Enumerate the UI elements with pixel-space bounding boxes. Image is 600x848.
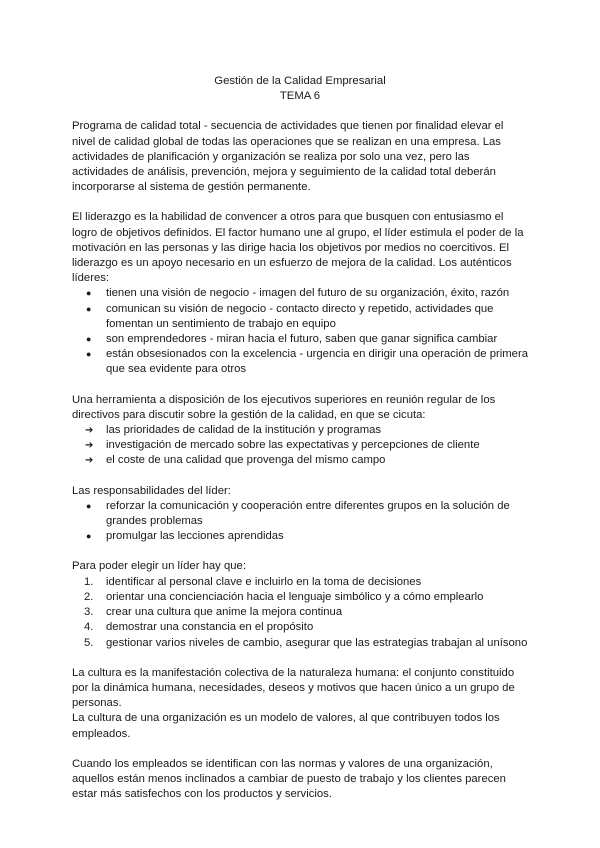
- lideres-bullet-list: [72, 286, 528, 377]
- paragraph-elegir-lider: Para poder elegir un líder hay que:: [72, 560, 246, 573]
- list-item-text: orientar una concienciación hacia el lenguaje simbólico y a cómo emplearlo: [106, 590, 484, 603]
- section-herramienta: [72, 393, 528, 469]
- list-item: ➔ el coste de una calidad que provenga del mismo campo: [72, 453, 528, 468]
- responsabilidades-bullet-list: [72, 499, 528, 545]
- paragraph-cultura: La cultura es la manifestación colectiva de la naturaleza humana: el conjunto constituido por la dinámica humana, necesidades, deseos y motivos que hacen único a un grupo de personas.: [72, 666, 515, 710]
- list-item: ● comunican su visión de negocio - contacto directo y repetido, actividades que fomentan un sentimiento de trabajo en equipo: [72, 302, 528, 332]
- list-number: 1.: [84, 575, 94, 588]
- list-item: ➔ las prioridades de calidad de la institución y programas: [72, 423, 528, 438]
- document-header: [72, 74, 528, 104]
- list-number: 4.: [84, 621, 94, 634]
- list-item: ● están obsesionados con la excelencia - urgencia en dirigir una operación de primera que sea evidente para otros: [72, 347, 528, 377]
- paragraph-empleados: Cuando los empleados se identifican con las normas y valores de una organización, aquellos están menos inclinados a cambiar de puesto de trabajo y los clientes parecen estar más satisfechos con los productos y servicios.: [72, 757, 506, 801]
- list-item: [72, 575, 528, 590]
- paragraph-herramienta: Una herramienta a disposición de los ejecutivos superiores en reunión regular de los directivos para discutir sobre la gestión de la calidad, en que se cicuta:: [72, 393, 496, 421]
- list-item-text: identificar al personal clave e incluirlo en la toma de decisiones: [106, 575, 422, 588]
- paragraph-responsabilidades: Las responsabilidades del líder:: [72, 484, 231, 497]
- elegir-lider-numbered-list: [72, 575, 528, 651]
- section-elegir-lider: [72, 559, 528, 650]
- paragraph-calidad-total: Programa de calidad total - secuencia de actividades que tienen por finalidad elevar el nivel de calidad global de todas las operaciones que se realizan en una empresa. Las actividades de planificación y organización se realiza por solo una vez, pero las actividades de análisis, prevención, mejora y seguimiento de la calidad total deberán incorporarse al sistema de gestión permanente.: [72, 120, 504, 194]
- list-item: ● promulgar las lecciones aprendidas: [72, 529, 528, 544]
- list-number: 3.: [84, 606, 94, 619]
- list-item-text: crear una cultura que anime la mejora continua: [106, 606, 343, 619]
- section-responsabilidades: [72, 484, 528, 545]
- paragraph-liderazgo: El liderazgo es la habilidad de convencer a otros para que busquen con entusiasmo el logro de objetivos definidos. El factor humano une al grupo, el líder estimula el poder de la motivación en las personas y las dirige hacia los objetivos por medios no coercitivos. El liderazgo es un apoyo necesario en un esfuerzo de mejora de la calidad. Los auténticos líderes:: [72, 211, 524, 285]
- paragraph-cultura-organizacion: La cultura de una organización es un modelo de valores, al que contribuyen todos los empleados.: [72, 712, 500, 740]
- document-title: Gestión de la Calidad Empresarial: [214, 75, 386, 87]
- list-item: [72, 636, 528, 651]
- list-item: [72, 590, 528, 605]
- list-item: ● son emprendedores - miran hacia el futuro, saben que ganar significa cambiar: [72, 332, 528, 347]
- list-item-text: demostrar una constancia en el propósito: [106, 621, 314, 634]
- list-item: ● tienen una visión de negocio - imagen del futuro de su organización, éxito, razón: [72, 286, 528, 301]
- section-cultura: [72, 666, 528, 742]
- list-item: [72, 605, 528, 620]
- herramienta-arrow-list: [72, 423, 528, 469]
- list-number: 2.: [84, 590, 94, 603]
- list-item: ➔ investigación de mercado sobre las expectativas y percepciones de cliente: [72, 438, 528, 453]
- list-item: [72, 620, 528, 635]
- list-number: 5.: [84, 636, 94, 649]
- document-subtitle: TEMA 6: [279, 90, 321, 103]
- list-item-text: gestionar varios niveles de cambio, asegurar que las estrategias trabajan al unísono: [106, 636, 528, 649]
- section-liderazgo: [72, 210, 528, 377]
- list-item: ● reforzar la comunicación y cooperación entre diferentes grupos en la solución de grandes problemas: [72, 499, 528, 529]
